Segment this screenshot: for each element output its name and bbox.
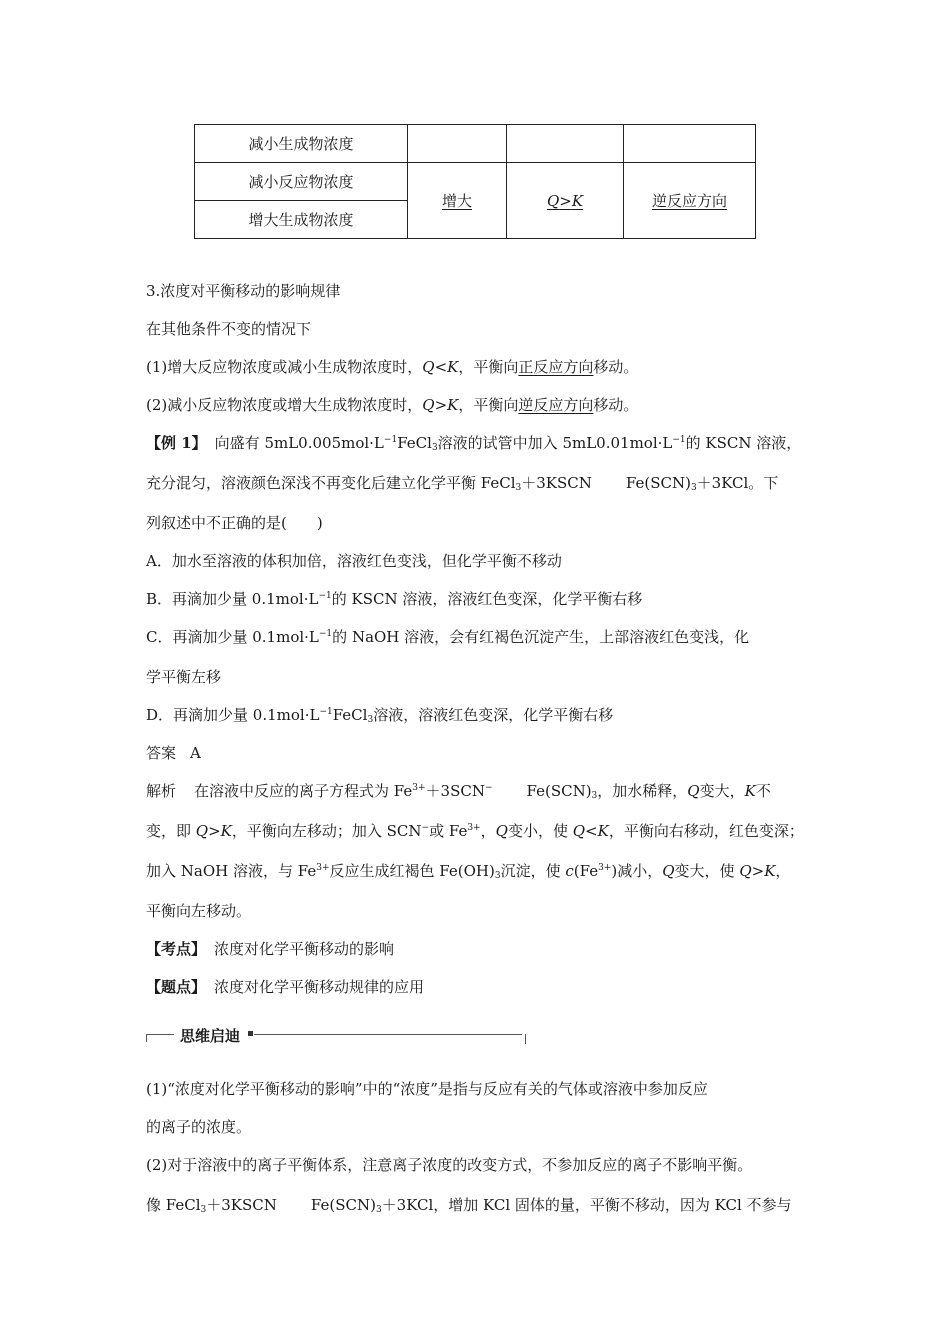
direction-answer: 逆反应方向 [651, 192, 727, 210]
option-c-cont: 学平衡左移 [146, 668, 222, 686]
table-cell [507, 125, 624, 163]
thinking-p2-cont: 像 FeCl$_3$＋3KSCN $Fe(SCN)_3+3KCl$，增加 KCl 固体的量，平衡不移动，因为 KCl 不参与 [146, 1196, 792, 1215]
table-cell-condition: 增大生成物浓度 [195, 201, 408, 239]
q-vs-k-answer: Q>K [546, 191, 584, 210]
section-intro: 在其他条件不变的情况下 [146, 320, 312, 338]
analysis-line-1: 解析 在溶液中反应的离子方程式为 $Fe^{3+}+3SCN^-$ $Fe(SCN)_3$，加水稀释，Q变大，K不 [146, 782, 771, 801]
section-heading: 3.浓度对平衡移动的影响规律 [146, 282, 341, 300]
analysis-line-3: 加入 NaOH 溶液，与 $Fe^{3+}$反应生成红褐色 $Fe(OH)_3$沉淀，使 $c(Fe^{3+})$减小，Q变大，使 Q>K， [146, 862, 791, 881]
thinking-p2: (2)对于溶液中的离子平衡体系，注意离子浓度的改变方式，不参加反应的离子不影响平衡。 [146, 1156, 753, 1174]
table-cell [624, 125, 756, 163]
table-cell-condition: 减小反应物浓度 [195, 163, 408, 201]
option-b: B．再滴加少量 $0.1mol\cdot L^{-1}$的 KSCN 溶液，溶液红色变深，化学平衡右移 [146, 590, 643, 608]
square-bullet-icon [248, 1031, 253, 1036]
table-cell-q-vs-k [507, 163, 624, 239]
thinking-header [146, 1024, 526, 1044]
analysis-line-2: 变，即 Q>K，平衡向左移动；加入 SCN−或 $Fe^{3+}$，Q变小，使 Q<K，平衡向右移动，红色变深； [146, 822, 804, 840]
example-line-3: 列叙述中不正确的是( ) [146, 514, 323, 532]
table-cell [408, 125, 507, 163]
kaodian: 【考点】 浓度对化学平衡移动的影响 [146, 940, 395, 958]
header-rule-right [254, 1034, 522, 1035]
option-c: C．再滴加少量 $0.1mol\cdot L^{-1}$的 NaOH 溶液，会有红褐色沉淀产生，上部溶液红色变浅，化 [146, 628, 750, 646]
thinking-title: 思维启迪 [176, 1025, 244, 1046]
header-rule-start [146, 1034, 147, 1042]
tidian: 【题点】 浓度对化学平衡移动规律的应用 [146, 978, 425, 996]
option-a: A．加水至溶液的体积加倍，溶液红色变浅，但化学平衡不移动 [146, 552, 562, 570]
header-rule-end [525, 1034, 526, 1044]
example-line-1: 【例 1】 向盛有 $5mL0.005mol\cdot L^{-1}FeCl_3$溶液的试管中加入 $5mL0.01mol\cdot L^{-1}$的 KSCN 溶液， [146, 434, 802, 453]
thinking-p1: (1)“浓度对化学平衡移动的影响”中的“浓度”是指与反应有关的气体或溶液中参加反应 [146, 1080, 708, 1098]
change-answer: 增大 [441, 192, 472, 210]
table-cell-direction [624, 163, 756, 239]
rule-1: (1)增大反应物浓度或减小生成物浓度时，Q<K，平衡向正反应方向移动。 [146, 358, 639, 376]
thinking-p1-cont: 的离子的浓度。 [146, 1118, 252, 1136]
table-cell-condition: 减小生成物浓度 [195, 125, 408, 163]
table-cell-change [408, 163, 507, 239]
concentration-effect-table [194, 124, 756, 239]
rule-2: (2)减小反应物浓度或增大生成物浓度时，Q>K，平衡向逆反应方向移动。 [146, 396, 639, 414]
example-line-2: 充分混匀，溶液颜色深浅不再变化后建立化学平衡 FeCl$_3$＋3KSCN $Fe(SCN)_3+3KCl$。下 [146, 474, 779, 493]
analysis-line-4: 平衡向左移动。 [146, 902, 252, 920]
answer: 答案 A [146, 744, 201, 762]
option-d: D．再滴加少量 $0.1mol\cdot L^{-1}FeCl_3$溶液，溶液红色变深，化学平衡右移 [146, 706, 614, 725]
example-tag: 【例 1】 [146, 434, 207, 452]
header-rule-left [146, 1034, 174, 1035]
